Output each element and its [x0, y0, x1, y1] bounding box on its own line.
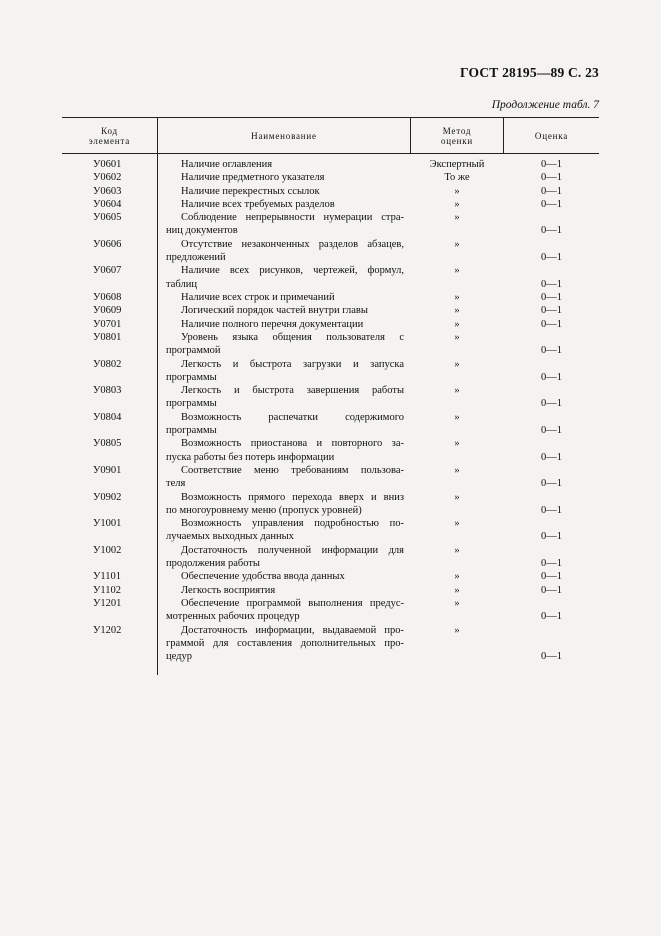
table-row — [62, 331, 599, 358]
evaluation-method: » — [454, 597, 460, 609]
element-code: У0608 — [93, 292, 122, 303]
element-code: У0604 — [93, 198, 122, 210]
element-name — [166, 570, 404, 583]
score-range: 0—1 — [541, 198, 562, 210]
element-name — [166, 158, 404, 171]
table-row — [62, 437, 599, 464]
element-name — [166, 171, 404, 184]
element-name-line: Наличие оглавления — [181, 159, 273, 170]
score-range: 0—1 — [541, 292, 562, 303]
element-code: У0607 — [93, 265, 122, 277]
column-header-method — [411, 118, 503, 153]
table-row — [62, 158, 599, 171]
element-name-line: цедур — [166, 651, 192, 663]
element-name — [166, 411, 404, 438]
score-range: 0—1 — [541, 424, 562, 436]
element-name-line: Возможность управления подробностью по- — [181, 518, 404, 530]
element-code: У0901 — [93, 464, 122, 476]
table-row — [62, 544, 599, 571]
table-row — [62, 211, 599, 238]
element-name-line: по многоуровнему меню (пропуск уровней) — [166, 504, 362, 516]
element-code: У0601 — [93, 159, 122, 170]
element-name — [166, 464, 404, 491]
element-name-line: Логический порядок частей внутри главы — [181, 305, 368, 317]
element-code: У1101 — [93, 571, 122, 583]
element-code: У0609 — [93, 305, 122, 317]
element-name-line: ниц документов — [166, 225, 238, 237]
document-reference: ГОСТ 28195—89 С. 23 — [460, 65, 599, 80]
evaluation-method: » — [454, 438, 460, 450]
element-name-line: Наличие перекрестных ссылок — [181, 185, 320, 197]
element-name-line: Соблюдение непрерывности нумерации стра- — [181, 212, 404, 224]
element-name-line: Уровень языка общения пользователя с — [181, 331, 404, 343]
element-name-line: Легкость и быстрота завершения работы — [181, 385, 404, 397]
element-name-line: Наличие всех требуемых разделов — [181, 198, 335, 210]
element-name-line: Наличие полного перечня документации — [181, 318, 364, 330]
element-name-line: Соответствие меню требованиям пользова- — [181, 464, 404, 476]
table-row — [62, 464, 599, 491]
element-name-line: Наличие предметного указателя — [181, 172, 325, 184]
element-name — [166, 185, 404, 198]
score-range: 0—1 — [541, 478, 562, 490]
table-row — [62, 491, 599, 518]
table-row — [62, 584, 599, 597]
header-divider — [157, 118, 158, 153]
element-code: У0701 — [93, 318, 122, 330]
element-name-line: продолжения работы — [166, 557, 260, 569]
element-name-line: программой — [166, 345, 221, 357]
evaluation-table — [62, 117, 599, 674]
element-name — [166, 331, 404, 358]
column-header-code-text: Код элемента — [88, 125, 131, 146]
header-divider — [503, 118, 504, 153]
element-name-line: Отсутствие незаконченных разделов абзацев, — [181, 238, 404, 250]
element-name-line: программы — [166, 371, 217, 383]
evaluation-method: » — [454, 212, 460, 224]
evaluation-method: » — [454, 584, 460, 596]
table-row — [62, 304, 599, 317]
score-range: 0—1 — [541, 571, 562, 583]
element-name-line: пуска работы без потерь информации — [166, 451, 335, 463]
element-code: У1201 — [93, 597, 122, 609]
table-row — [62, 198, 599, 211]
element-code: У1202 — [93, 624, 122, 636]
element-code: У0605 — [93, 212, 122, 224]
column-header-code — [62, 118, 157, 153]
element-code: У0902 — [93, 491, 122, 503]
evaluation-method: То же — [444, 172, 470, 184]
score-range: 0—1 — [541, 225, 562, 237]
table-row — [62, 238, 599, 265]
element-code: У1001 — [93, 518, 122, 530]
score-range: 0—1 — [541, 451, 562, 463]
element-name-line: программы — [166, 424, 217, 436]
score-range: 0—1 — [541, 531, 562, 543]
element-name-line: Достаточность информации, выдаваемой про- — [181, 624, 404, 636]
evaluation-method: » — [454, 464, 460, 476]
element-name — [166, 358, 404, 385]
table-row — [62, 570, 599, 583]
element-name — [166, 491, 404, 518]
element-code: У0606 — [93, 238, 122, 250]
element-name — [166, 264, 404, 291]
element-name-line: граммой для составления дополнительных про- — [166, 637, 404, 649]
column-header-score-text: Оценка — [534, 130, 569, 141]
evaluation-method: » — [454, 238, 460, 250]
score-range: 0—1 — [541, 504, 562, 516]
score-range: 0—1 — [541, 584, 562, 596]
score-range: 0—1 — [541, 651, 562, 663]
element-name-line: Обеспечение программой выполнения предус- — [181, 597, 404, 609]
element-name — [166, 384, 404, 411]
element-name-line: Достаточность полученной информации для — [181, 544, 404, 556]
element-name-line: Наличие всех рисунков, чертежей, формул, — [181, 265, 404, 277]
table-row — [62, 358, 599, 385]
element-code: У0801 — [93, 331, 122, 343]
element-name — [166, 304, 404, 317]
element-name-line: Возможность приостанова и повторного за- — [181, 438, 404, 450]
score-range: 0—1 — [541, 318, 562, 330]
header-divider — [410, 118, 411, 153]
evaluation-method: » — [454, 518, 460, 530]
element-name — [166, 544, 404, 571]
element-code: У0803 — [93, 385, 122, 397]
evaluation-method: » — [454, 185, 460, 197]
evaluation-method: » — [454, 544, 460, 556]
element-name-line: лучаемых выходных данных — [166, 531, 294, 543]
score-range: 0—1 — [541, 371, 562, 383]
element-name-line: Возможность прямого перехода вверх и вниз — [181, 491, 404, 503]
column-header-score — [504, 118, 599, 153]
evaluation-method: » — [454, 318, 460, 330]
element-name-line: таблиц — [166, 278, 197, 290]
table-row — [62, 517, 599, 544]
score-range: 0—1 — [541, 557, 562, 569]
element-code: У0804 — [93, 411, 122, 423]
evaluation-method: Экспертный — [429, 159, 485, 170]
column-header-name — [158, 118, 410, 153]
score-range: 0—1 — [541, 278, 562, 290]
table-continuation-label: Продолжение табл. 7 — [491, 99, 599, 111]
table-row — [62, 264, 599, 291]
score-range: 0—1 — [541, 305, 562, 317]
element-name-line: теля — [166, 478, 186, 490]
element-code: У1102 — [93, 584, 122, 596]
element-name-line: Легкость восприятия — [181, 584, 276, 596]
element-name — [166, 211, 404, 238]
element-name-line: Обеспечение удобства ввода данных — [181, 571, 345, 583]
evaluation-method: » — [454, 358, 460, 370]
table-row — [62, 318, 599, 331]
score-range: 0—1 — [541, 159, 562, 170]
score-range: 0—1 — [541, 185, 562, 197]
element-name — [166, 238, 404, 265]
evaluation-method: » — [454, 292, 460, 303]
score-range: 0—1 — [541, 172, 562, 184]
score-range: 0—1 — [541, 611, 562, 623]
table-row — [62, 291, 599, 304]
table-row — [62, 624, 599, 664]
table-row — [62, 411, 599, 438]
evaluation-method: » — [454, 198, 460, 210]
element-name-line: программы — [166, 398, 217, 410]
table-row — [62, 171, 599, 184]
element-name-line: Наличие всех строк и примечаний — [181, 292, 335, 303]
table-header — [62, 117, 599, 154]
element-code: У0802 — [93, 358, 122, 370]
evaluation-method: » — [454, 624, 460, 636]
table-row — [62, 384, 599, 411]
element-name-line: Легкость и быстрота загрузки и запуска — [181, 358, 404, 370]
column-header-name-text: Наименование — [251, 130, 317, 141]
element-name-line: предложений — [166, 252, 226, 264]
element-name — [166, 198, 404, 211]
score-range: 0—1 — [541, 252, 562, 264]
element-name-line: мотренных рабочих процедур — [166, 611, 300, 623]
element-name — [166, 624, 404, 664]
evaluation-method: » — [454, 385, 460, 397]
element-name — [166, 597, 404, 624]
column-header-method-text: Метод оценки — [440, 125, 474, 146]
table-row — [62, 185, 599, 198]
element-name — [166, 291, 404, 304]
evaluation-method: » — [454, 411, 460, 423]
score-range: 0—1 — [541, 345, 562, 357]
score-range: 0—1 — [541, 398, 562, 410]
evaluation-method: » — [454, 571, 460, 583]
evaluation-method: » — [454, 331, 460, 343]
element-code: У0805 — [93, 438, 122, 450]
element-code: У1002 — [93, 544, 122, 556]
element-code: У0602 — [93, 172, 122, 184]
table-row — [62, 597, 599, 624]
element-code: У0603 — [93, 185, 122, 197]
element-name — [166, 437, 404, 464]
element-name — [166, 318, 404, 331]
evaluation-method: » — [454, 265, 460, 277]
evaluation-method: » — [454, 305, 460, 317]
table-body — [62, 154, 599, 674]
element-name — [166, 584, 404, 597]
evaluation-method: » — [454, 491, 460, 503]
element-name-line: Возможность распечатки содержимого — [181, 411, 404, 423]
element-name — [166, 517, 404, 544]
